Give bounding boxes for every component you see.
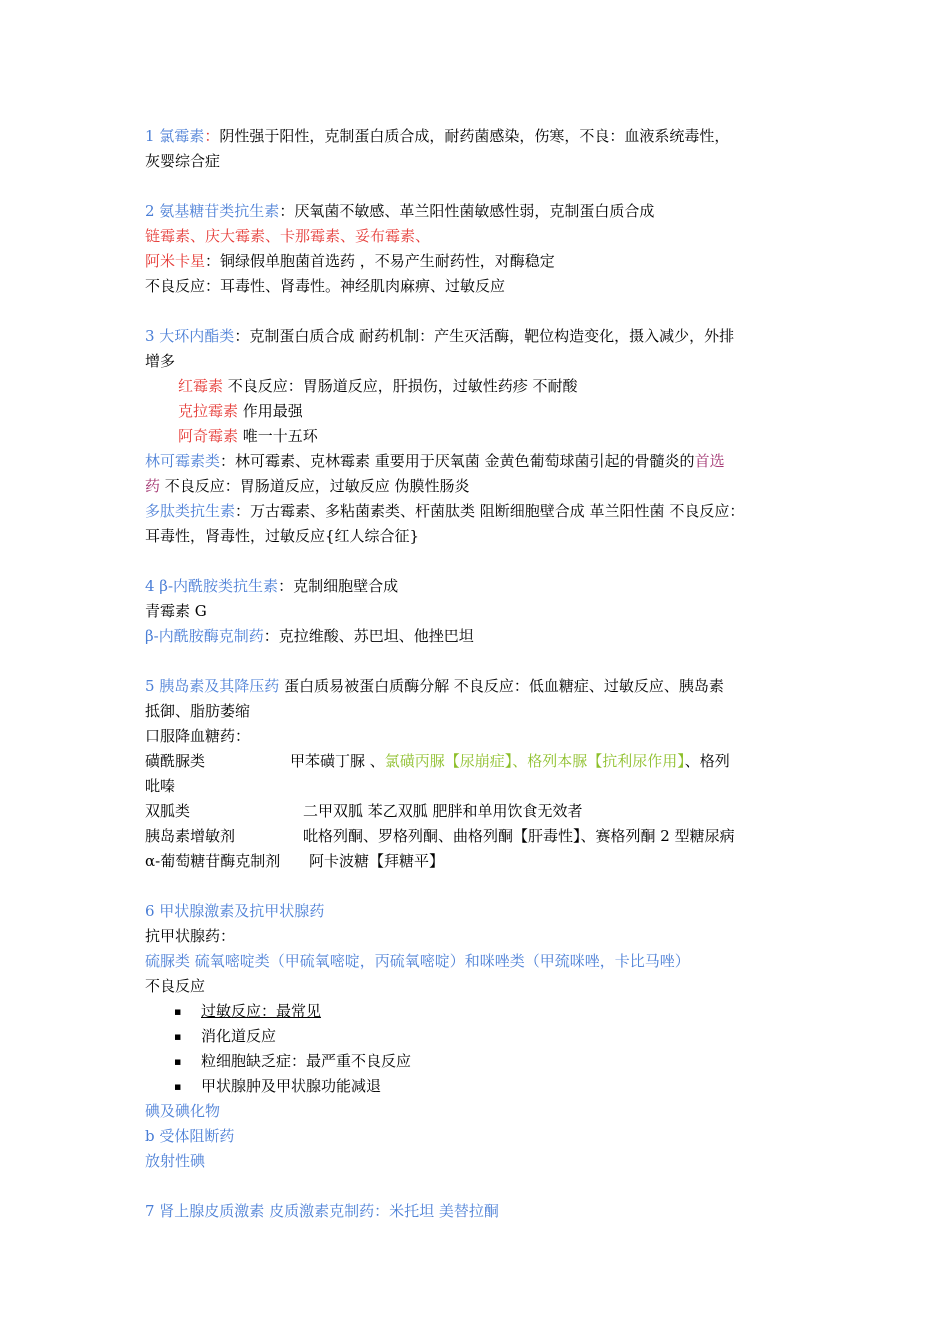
s7-heading: 7 肾上腺皮质激素 皮质激素克制药：米托坦 美替拉酮 xyxy=(145,1202,499,1220)
s5-su-line xyxy=(145,749,810,774)
s4-inhibitor-text: ：克拉维酸、苏巴坦、他挫巴坦 xyxy=(263,627,474,645)
s2-drugs: 链霉素、庆大霉素、卡那霉素、妥布霉素、 xyxy=(145,227,431,245)
s3-item-name: 阿奇霉素 xyxy=(178,427,239,445)
s5-bg-line xyxy=(145,799,810,824)
s6-bullet-text: 粒细胞缺乏症：最严重不良反应 xyxy=(201,1052,412,1070)
bullet-icon: ▪ xyxy=(174,1055,182,1068)
s3-item-name: 红霉素 xyxy=(178,377,224,395)
s5-text: 蛋白质易被蛋白质酶分解 不良反应：低血糖症、过敏反应、胰岛素 xyxy=(279,677,724,695)
s3-item-desc: 不良反应：胃肠道反应，肝损伤，过敏性药疹 不耐酸 xyxy=(223,377,578,395)
s3-text: ：克制蛋白质合成 耐药机制：产生灭活酶，靶位构造变化，摄入减少，外排 xyxy=(234,327,735,345)
s6-bullet-text: 过敏反应：最常见 xyxy=(201,1002,322,1020)
s5-bg-label: 双胍类 xyxy=(145,802,191,820)
s3-item-clarithromycin xyxy=(145,399,810,424)
s3-item-azithromycin xyxy=(145,424,810,449)
bullet-icon: ▪ xyxy=(174,1005,182,1018)
s2-amikacin-text: ：铜绿假单胞菌首选药 ，不易产生耐药性，对酶稳定 xyxy=(205,252,555,270)
s3-lincomycin-text: ：林可霉素、克林霉素 重要用于厌氧菌 金黄色葡萄球菌引起的骨髓炎的 xyxy=(220,452,695,470)
s5-su-green: 氯磺丙脲【尿崩症】、格列本脲【抗利尿作用】 xyxy=(384,752,685,770)
s4-text: ：克制细胞壁合成 xyxy=(278,577,399,595)
spacer xyxy=(145,1174,810,1199)
s6-bullet-item xyxy=(145,1074,810,1099)
s1-text: 阴性强于阳性，克制蛋白质合成，耐药菌感染，伤寒，不良：血液系统毒性， xyxy=(219,127,730,145)
s5-tzd-label: 胰岛素增敏剂 xyxy=(145,827,236,845)
s3-lincomycin-first: 首选 xyxy=(694,452,725,470)
s4-penicillin: 青霉素 G xyxy=(145,602,207,620)
spacer xyxy=(145,299,810,324)
s6-anti: 抗甲状腺药： xyxy=(145,927,236,945)
s6-bullet-item xyxy=(145,999,810,1024)
s6-iodine: 碘及碘化物 xyxy=(145,1102,221,1120)
s5-agi-label: α-葡萄糖苷酶克制剂 xyxy=(145,852,281,870)
s3-peptide-line1 xyxy=(145,499,810,524)
s2-amikacin: 阿米卡星 xyxy=(145,252,206,270)
s3-item-erythromycin xyxy=(145,374,810,399)
s3-item-name: 克拉霉素 xyxy=(178,402,239,420)
s3-peptide-text: ：万古霉素、多粘菌素类、杆菌肽类 阻断细胞壁合成 革兰阳性菌 不良反应： xyxy=(235,502,745,520)
s5-heading: 5 胰岛素及其降压药 xyxy=(145,677,280,695)
bullet-icon: ▪ xyxy=(174,1030,182,1043)
s3-line2: 增多 xyxy=(145,352,176,370)
s6-heading: 6 甲状腺激素及抗甲状腺药 xyxy=(145,902,325,920)
s3-item-desc: 作用最强 xyxy=(238,402,303,420)
s1-heading: 1 氯霉素 xyxy=(145,127,205,145)
bullet-icon: ▪ xyxy=(174,1080,182,1093)
s3-lincomycin-line1 xyxy=(145,449,810,474)
s1-colon: ： xyxy=(204,127,220,145)
s3-lincomycin-label: 林可霉素类 xyxy=(145,452,221,470)
s1-line2: 灰婴综合症 xyxy=(145,152,221,170)
s5-agi-text: 阿卡波糖【拜糖平】 xyxy=(309,852,445,870)
s5-line1 xyxy=(145,674,810,699)
s1-line1 xyxy=(145,124,810,149)
s3-lincomycin-line2 xyxy=(145,474,810,499)
s6-beta: b 受体阻断药 xyxy=(145,1127,235,1145)
s5-line2: 抵御、脂肪萎缩 xyxy=(145,702,251,720)
s3-peptide-label: 多肽类抗生素 xyxy=(145,502,236,520)
s5-tzd-line xyxy=(145,824,810,849)
spacer xyxy=(145,174,810,199)
s3-item-desc: 唯一十五环 xyxy=(238,427,318,445)
s6-bullet-text: 消化道反应 xyxy=(201,1027,277,1045)
s2-text: ：厌氧菌不敏感、革兰阳性菌敏感性弱，克制蛋白质合成 xyxy=(279,202,655,220)
s5-agi-line xyxy=(145,849,810,874)
s4-inhibitor-label: β-内酰胺酶克制药 xyxy=(145,627,264,645)
s6-thio: 硫脲类 硫氧嘧啶类（甲硫氧嘧啶，丙硫氧嘧啶）和咪唑类（甲巯咪唑，卡比马唑） xyxy=(145,952,690,970)
s6-bullet-item xyxy=(145,1049,810,1074)
s5-bg-text: 二甲双胍 苯乙双胍 肥胖和单用饮食无效者 xyxy=(303,802,583,820)
s5-tzd-text: 吡格列酮、罗格列酮、曲格列酮【肝毒性】、赛格列酮 2 型糖尿病 xyxy=(303,827,735,845)
spacer xyxy=(145,874,810,899)
s2-heading: 2 氨基糖苷类抗生素 xyxy=(145,202,280,220)
s5-su-line2: 吡嗪 xyxy=(145,777,176,795)
s5-su-b: 、格列 xyxy=(684,752,730,770)
spacer xyxy=(145,549,810,574)
s5-oral: 口服降血糖药： xyxy=(145,727,251,745)
s6-bullet-text: 甲状腺肿及甲状腺功能减退 xyxy=(201,1077,382,1095)
s3-heading: 3 大环内酯类 xyxy=(145,327,235,345)
s2-amikacin-line xyxy=(145,249,810,274)
s4-line1 xyxy=(145,574,810,599)
s6-adverse-title: 不良反应 xyxy=(145,977,206,995)
document-body xyxy=(145,124,810,1224)
s6-radio: 放射性碘 xyxy=(145,1152,206,1170)
s2-line1 xyxy=(145,199,810,224)
s4-heading: 4 β-内酰胺类抗生素 xyxy=(145,577,279,595)
s3-peptide-line2: 耳毒性，肾毒性，过敏反应{红人综合征} xyxy=(145,527,420,545)
s4-inhibitor-line xyxy=(145,624,810,649)
s2-adverse: 不良反应：耳毒性、肾毒性。神经肌肉麻痹、过敏反应 xyxy=(145,277,506,295)
s3-lincomycin-line2-b: 不良反应：胃肠道反应，过敏反应 伪膜性肠炎 xyxy=(160,477,470,495)
s6-bullet-item xyxy=(145,1024,810,1049)
s3-line1 xyxy=(145,324,810,349)
spacer xyxy=(145,649,810,674)
s3-lincomycin-line2-a: 药 xyxy=(145,477,161,495)
s5-su-label: 磺酰脲类 xyxy=(145,752,206,770)
s5-su-a: 甲苯磺丁脲 、 xyxy=(290,752,385,770)
